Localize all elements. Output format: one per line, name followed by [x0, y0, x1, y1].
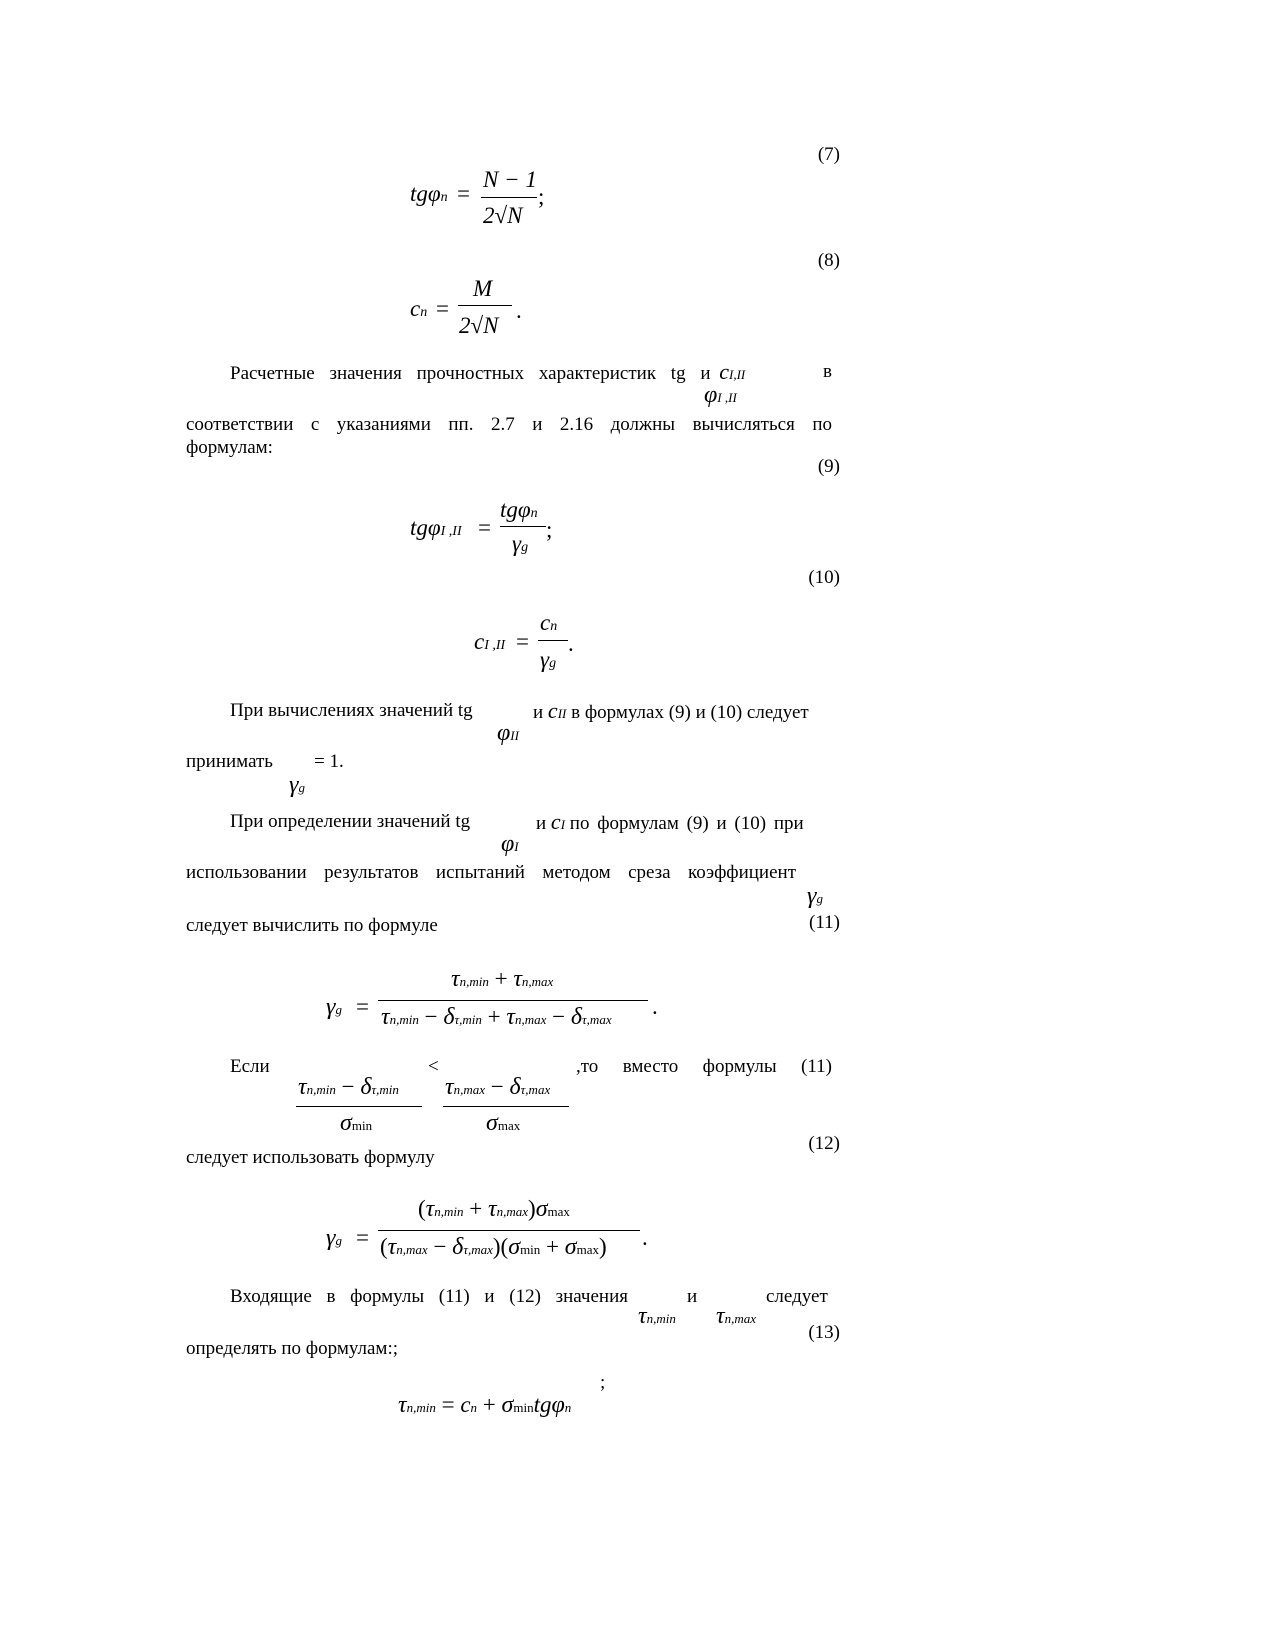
eq-number-11: (11): [809, 912, 840, 933]
paragraph-5-line-2: определять по формулам:;: [186, 1338, 399, 1359]
formula-12-lhs: γg: [326, 1225, 342, 1251]
formula-12-denominator: (τn,max − δτ,max)(σmin + σmax): [380, 1234, 607, 1260]
equals-sign: =: [436, 296, 449, 321]
paragraph-4-line-2: следует использовать формулу: [186, 1147, 435, 1168]
equals-sign: =: [356, 1225, 369, 1250]
symbol-gamma-g: γg: [807, 883, 823, 909]
symbol-c: c: [719, 359, 730, 384]
formula-9-numerator: tgφn: [500, 497, 538, 522]
symbol-phi-I: φI: [501, 831, 519, 857]
paragraph-5-end: следует: [766, 1286, 828, 1307]
paragraph-2-line-1-start: При вычислениях значений tg: [230, 700, 473, 721]
fraction-bar: [500, 526, 546, 527]
symbol-phi-I-II: φI ,II: [704, 382, 737, 408]
formula-9-tail: ;: [546, 517, 553, 542]
paragraph-2-line-2-end: = 1.: [314, 751, 344, 772]
eq-number-12: (12): [808, 1133, 840, 1154]
fraction-bar: [458, 305, 512, 306]
formula-9-lhs: tgφI ,II: [410, 515, 462, 540]
formula-12-numerator: (τn,min + τn,max)σmax: [418, 1196, 570, 1222]
formula-12-tail: .: [642, 1225, 648, 1250]
eq-number-8: (8): [817, 250, 840, 271]
symbol-tau-n-max: τn,max: [716, 1303, 757, 1329]
formula-11-denominator: τn,min − δτ,min + τn,max − δτ,max: [381, 1004, 612, 1030]
formula-10-denominator: γg: [540, 647, 557, 672]
paragraph-4-if: Если: [230, 1056, 270, 1077]
fraction-bar: [538, 640, 568, 641]
formula-8-tail: .: [516, 298, 522, 323]
paragraph-1-line-3: формулам:: [186, 437, 273, 458]
formula-11-tail: .: [652, 994, 658, 1019]
equals-sign: =: [356, 994, 369, 1019]
formula-7-tail: ;: [538, 184, 545, 209]
paragraph-3-line-3: следует вычислить по формуле: [186, 915, 438, 936]
fraction-bar: [443, 1106, 569, 1107]
paragraph-4-end: ,то вместо формулы (11): [576, 1056, 832, 1077]
formula-10-numerator: cn: [540, 610, 558, 635]
formula-10-lhs: cI ,II: [474, 629, 506, 654]
paragraph-1-line-1: Расчетные значения прочностных характеристик tg и cI,II в: [230, 359, 832, 384]
paragraph-5-line-1: Входящие в формулы (11) и (12) значения: [230, 1286, 628, 1307]
formula-8-lhs: cn: [410, 296, 428, 321]
eq-number-7: (7): [817, 144, 840, 165]
paragraph-3-line-1-mid: и cI по формулам (9) и (10) при: [536, 809, 804, 834]
fraction-bar: [378, 1000, 648, 1001]
fraction-bar: [481, 197, 537, 198]
symbol-tau-n-min: τn,min: [638, 1303, 676, 1329]
formula-7-denominator: 2√N: [483, 203, 523, 228]
formula-10-tail: .: [568, 631, 574, 656]
formula-13-body: τn,min = cn + σmintgφn: [398, 1392, 572, 1418]
paragraph-2-line-2: принимать: [186, 751, 273, 772]
fraction-bar: [296, 1106, 422, 1107]
eq-number-13: (13): [808, 1322, 840, 1343]
equals-sign: =: [478, 515, 491, 540]
eq-number-10: (10): [808, 567, 840, 588]
paragraph-3-line-2: использовании результатов испытаний методом среза коэффициент: [186, 862, 796, 883]
paragraph-1-line-2: соответствии с указаниями пп. 2.7 и 2.16 должны вычисляться по: [186, 414, 832, 435]
formula-7-numerator: N − 1: [483, 167, 537, 192]
paragraph-3-line-1-start: При определении значений tg: [230, 811, 471, 832]
formula-7-lhs: tgφn: [410, 181, 448, 206]
formula-11-lhs: γg: [326, 994, 342, 1020]
paragraph-4-lt: <: [428, 1056, 439, 1077]
formula-8-denominator: 2√N: [459, 313, 499, 338]
paragraph-2-line-1-mid: и cII в формулах (9) и (10) следует: [533, 698, 809, 723]
equals-sign: =: [457, 181, 470, 206]
eq-number-9: (9): [817, 456, 840, 477]
symbol-gamma-g: γg: [289, 772, 305, 798]
symbol-phi-II: φII: [497, 720, 519, 746]
formula-9-denominator: γg: [512, 531, 529, 556]
formula-11-numerator: τn,min + τn,max: [451, 966, 554, 992]
formula-13-semicolon: ;: [600, 1372, 606, 1393]
equals-sign: =: [516, 629, 529, 654]
formula-8-numerator: M: [473, 276, 493, 301]
paragraph-5-and: и: [687, 1286, 698, 1307]
fraction-bar: [378, 1230, 640, 1231]
